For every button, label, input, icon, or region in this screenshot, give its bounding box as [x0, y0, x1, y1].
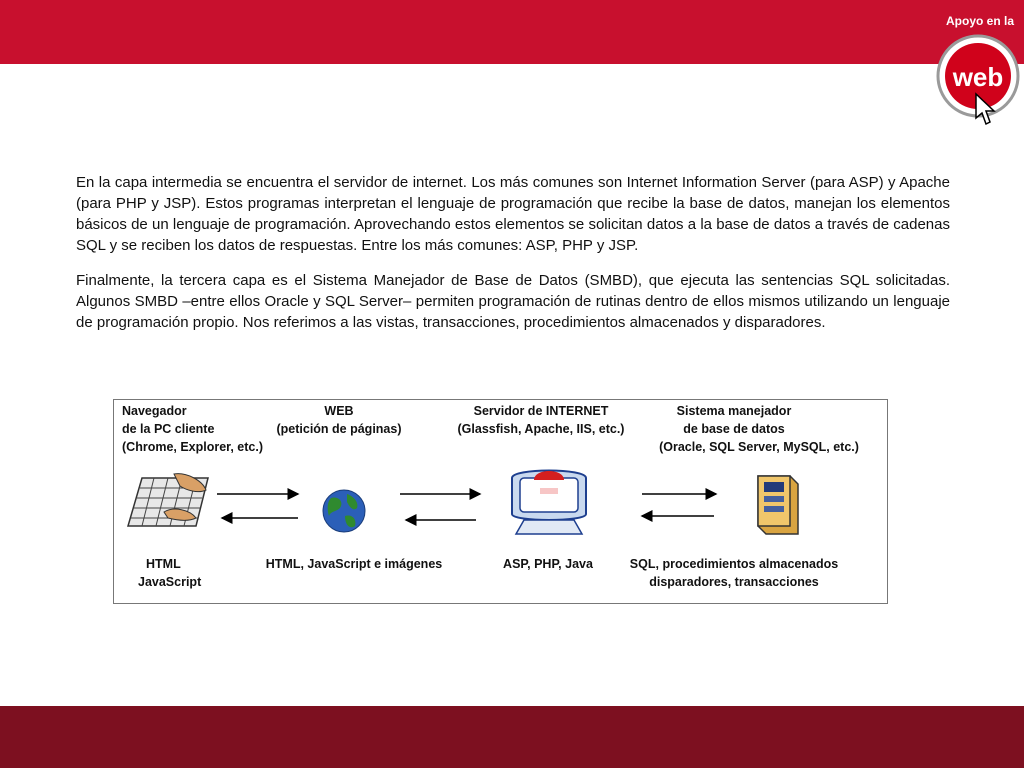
logo-text: web [952, 62, 1004, 92]
architecture-diagram [113, 399, 888, 604]
label-web-tech: HTML, JavaScript e imágenes [265, 557, 443, 571]
label-servidores-ejemplos: (Glassfish, Apache, IIS, etc.) [457, 422, 625, 436]
body-text [76, 172, 950, 347]
bottom-banner [0, 706, 1024, 768]
label-base-datos: de base de datos [683, 422, 785, 436]
top-banner [0, 0, 1024, 64]
label-servidor: Servidor de INTERNET [473, 404, 609, 418]
label-browsers: (Chrome, Explorer, etc.) [122, 440, 264, 454]
label-web: WEB [324, 404, 354, 418]
label-navegador: Navegador [122, 404, 187, 418]
label-html: HTML [146, 557, 181, 571]
label-dbms-ejemplos: (Oracle, SQL Server, MySQL, etc.) [659, 440, 859, 454]
label-peticion: (petición de páginas) [276, 422, 402, 436]
label-dbms-tech-2: disparadores, transacciones [649, 575, 819, 589]
paragraph-intermediate-layer: En la capa intermedia se encuentra el servidor de internet. Los más comunes son Internet Information Server (para ASP) y Apache (para PHP y JSP). Estos programas interpretan el lenguaje de programación que recibe la base de datos, manejan los elementos básicos de un lenguaje de programación. Aprovechando estos elementos se solicitan datos a la base de datos a través de cadenas SQL y se reciben los datos de respuestas. Entre los más comunes: ASP, PHP y JSP. [76, 174, 950, 254]
label-pc-cliente: de la PC cliente [122, 422, 215, 436]
label-sistema: Sistema manejador [676, 404, 792, 418]
label-javascript: JavaScript [138, 575, 202, 589]
badge-caption: Apoyo en la [946, 14, 1015, 28]
label-server-tech: ASP, PHP, Java [503, 557, 593, 571]
paragraph-third-layer: Finalmente, la tercera capa es el Sistema Manejador de Base de Datos (SMBD), que ejecuta las sentencias SQL solicitadas. Algunos SMBD –entre ellos Oracle y SQL Server– permiten programación de rutinas dentro de ellos mismos utilizando un lenguaje de programación propio. Nos referimos a las vistas, transacciones, procedimientos almacenados y disparadores. [76, 272, 950, 331]
apoyo-web-badge [930, 6, 1024, 136]
label-dbms-tech-1: SQL, procedimientos almacenados [629, 557, 839, 571]
